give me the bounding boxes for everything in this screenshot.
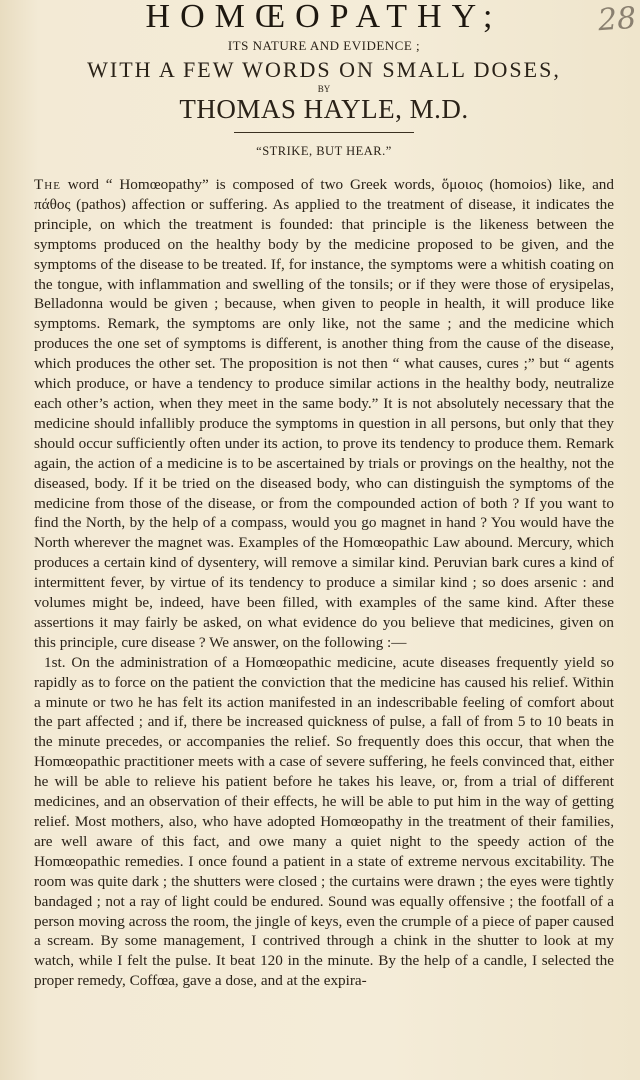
title-divider: [234, 132, 414, 133]
paragraph-1-text: word “ Homœopathy” is composed of two Greek words, ὅμοιος (homoios) like, and πάθος (pathos) affection or suffering. As applied to the treatment of disease, it indicates the principle, on which the treatment is founded: that principle is the likeness between the symptoms produced on the healthy body by the medicine proposed to be given, and the symptoms of the disease to be treated. If, for instance, the symptoms were a whitish coating on the tongue, with inflammation and swelling of the tonsils; or if they were those of erysipelas, Belladonna would be given ; because, when given to people in health, it will produce like symptoms. Remark, the symptoms are only like, not the same ; and the medicine which produces the one set of symptoms is different, is another thing from the cause of the disease, which produces the other set. The proposition is not then “ what causes, cures ;” but “ agents which produce, or have a tendency to produce similar actions in the healthy body, neutralize each other’s action, when they meet in the same body.” It is not absolutely necessary that the medicine should infallibly produce the symptoms in question in all persons, but only that they should occur sufficiently often under its action, to prove its tendency to produce them. Remark again, the action of a medicine is to be ascertained by trials or provings on the healthy, not the diseased, body. If it be tried on the diseased body, who can distinguish the symptoms of the medicine from those of the disease, or from the compounded action of both ? If you want to find the North, by the help of a compass, would you go magnet in hand ? You would have the North wherever the magnet was. Examples of the Homœopathic Law abound. Mercury, which produces a certain kind of dysentery, will remove a similar kind. Peruvian bark cures a kind of intermittent fever, by virtue of its tendency to produce a similar kind ; so does arsenic : and volumes might be, indeed, have been filled, with examples of the same kind. After these assertions it may fairly be asked, on what evidence do you believe that medicines, given on this principle, cure disease ? We answer, on the following :—: [34, 176, 614, 651]
document-title: HOMŒOPATHY;: [145, 0, 503, 35]
first-word: The: [34, 176, 61, 193]
paragraph-2: 1st. On the administration of a Homœopathic medicine, acute diseases frequently yield so rapidly as to force on the patient the conviction that the medicine has caused his relief. Within a minute or two he has felt its action manifested in an indescribable feeling of comfort about the part affected ; and if, there be increased quickness of pulse, a fall of from 5 to 10 beats in the minute precedes, or accompanies the relief. So frequently does this occur, that when the Homœopathic practitioner meets with a case of severe suffering, he feels convinced that, either he will be able to relieve his patient before he takes his leave, or, from a trial of different medicines, and an observation of their effects, he will be able to put him in the way of getting relief. Most mothers, also, who have adopted Homœopathy in the treatment of their families, are well aware of this fact, and owe many a quiet night to the speedy action of the Homœopathic remedies. I once found a patient in a state of extreme nervous excitability. The room was quite dark ; the shutters were closed ; the curtains were drawn ; the eyes were tightly bandaged ; not a ray of light could be endured. Sound was equally offensive ; the footfall of a person moving across the room, the jingle of keys, even the crumple of a piece of paper caused a scream. By some management, I contrived through a chink in the shutter to look at my watch, while I felt the pulse. It beat 120 in the minute. By the help of a candle, I selected the proper remedy, Coffœa, gave a dose, and at the expira-: [34, 653, 614, 990]
subtitle: ITS NATURE AND EVIDENCE ;: [227, 38, 421, 53]
paragraph-1: [34, 175, 614, 653]
page-number: 28: [596, 0, 638, 39]
byline-label: BY: [317, 84, 331, 94]
motto: “STRIKE, BUT HEAR.”: [256, 144, 392, 158]
body-text: [34, 175, 614, 991]
subtitle-secondary: WITH A FEW WORDS ON SMALL DOSES,: [87, 57, 561, 82]
author-name: THOMAS HAYLE, M.D.: [179, 94, 469, 124]
